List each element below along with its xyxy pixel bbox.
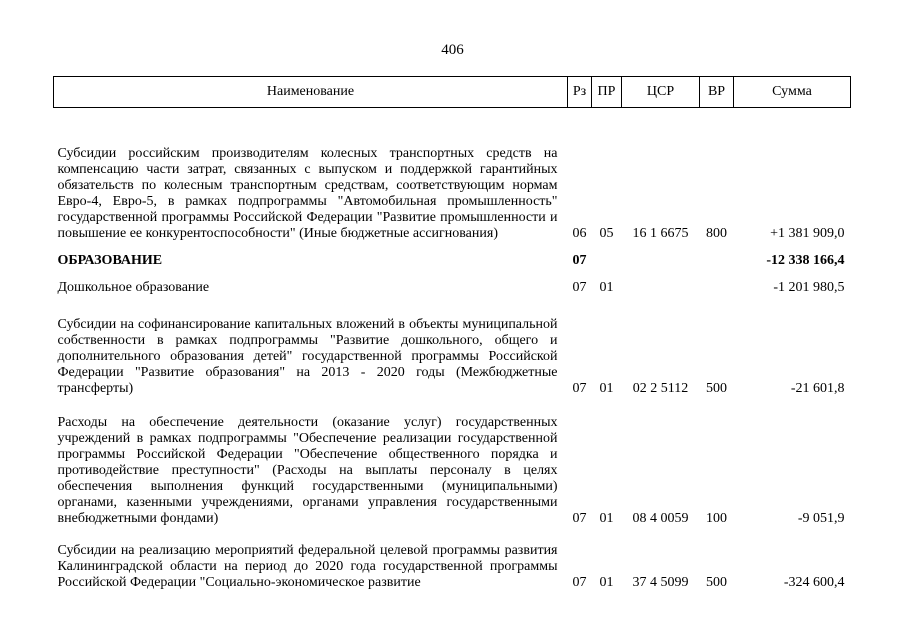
header-csr: ЦСР (622, 77, 700, 108)
row-name: Расходы на обеспечение деятельности (оказание услуг) государственных учреждений в рамках подпрограммы "Обеспечение реализации государственной программы Российской Федерации "Обеспечение общественного порядка и противодействие преступности" (Расходы на выплаты персоналу в целях обеспечения выполнения функций государственными (муниципальными) органами, казенными учреждениями, органами управления государственными внебюджетными фондами) (57, 414, 558, 526)
header-sum: Сумма (734, 77, 851, 108)
row-pr (592, 242, 622, 269)
row-name: Субсидии российским производителям колесных транспортных средств на компенсацию части затрат, связанных с выпуском и поддержкой гарантийных обязательств по колесным транспортным средствам, соответствующим нормам Евро-4, Евро-5, в рамках подпрограммы "Автомобильная промышленность" государственной программы Российской Федерации "Развитие промышленности и повышение ее конкурентоспособности" (Иные бюджетные ассигнования) (57, 145, 558, 241)
row-pr: 01 (599, 510, 614, 526)
row-csr (622, 269, 700, 296)
row-rz: 06 (572, 225, 587, 241)
table-row (54, 242, 851, 269)
table-row (54, 397, 851, 527)
row-name: ОБРАЗОВАНИЕ (57, 252, 163, 268)
table-header-row (54, 77, 851, 108)
table-row (54, 296, 851, 397)
table-row (54, 269, 851, 296)
row-vr: 100 (706, 510, 727, 526)
row-vr: 500 (706, 574, 727, 590)
row-vr: 500 (706, 380, 727, 396)
row-pr: 01 (599, 279, 614, 295)
row-pr: 01 (599, 380, 614, 396)
row-rz: 07 (572, 510, 587, 526)
row-sum: -1 201 980,5 (773, 279, 845, 295)
row-rz: 07 (572, 574, 587, 590)
row-rz: 07 (572, 279, 587, 295)
header-vr: ВР (700, 77, 734, 108)
header-rz: Рз (568, 77, 592, 108)
page-number: 406 (441, 42, 464, 58)
row-name: Субсидии на софинансирование капитальных вложений в объекты муниципальной собственности в рамках подпрограммы "Развитие дошкольного, общего и дополнительного образования детей" государственной программы Российской Федерации "Развитие образования" на 2013 - 2020 годы (Межбюджетные трансферты) (57, 316, 558, 396)
row-vr: 800 (706, 225, 727, 241)
row-pr: 05 (599, 225, 614, 241)
row-csr: 16 1 6675 (632, 225, 689, 241)
row-rz: 07 (572, 252, 587, 268)
row-csr: 08 4 0059 (632, 510, 689, 526)
row-pr: 01 (599, 574, 614, 590)
row-vr (700, 242, 734, 269)
row-csr (622, 242, 700, 269)
budget-table (53, 76, 851, 591)
row-csr: 37 4 5099 (632, 574, 689, 590)
row-rz: 07 (572, 380, 587, 396)
row-name: Дошкольное образование (57, 279, 210, 295)
row-sum: -324 600,4 (783, 574, 845, 590)
header-name: Наименование (54, 77, 568, 108)
header-pr: ПР (592, 77, 622, 108)
row-sum: -9 051,9 (797, 510, 845, 526)
row-sum: -21 601,8 (790, 380, 845, 396)
row-name: Субсидии на реализацию мероприятий федеральной целевой программы развития Калининградской области на период до 2020 года государственной программы Российской Федерации "Социально-экономическое развитие (57, 542, 558, 590)
row-sum: -12 338 166,4 (766, 252, 845, 268)
table-row (54, 108, 851, 242)
row-vr (700, 269, 734, 296)
row-sum: +1 381 909,0 (770, 225, 845, 241)
table-row (54, 527, 851, 591)
row-csr: 02 2 5112 (632, 380, 689, 396)
